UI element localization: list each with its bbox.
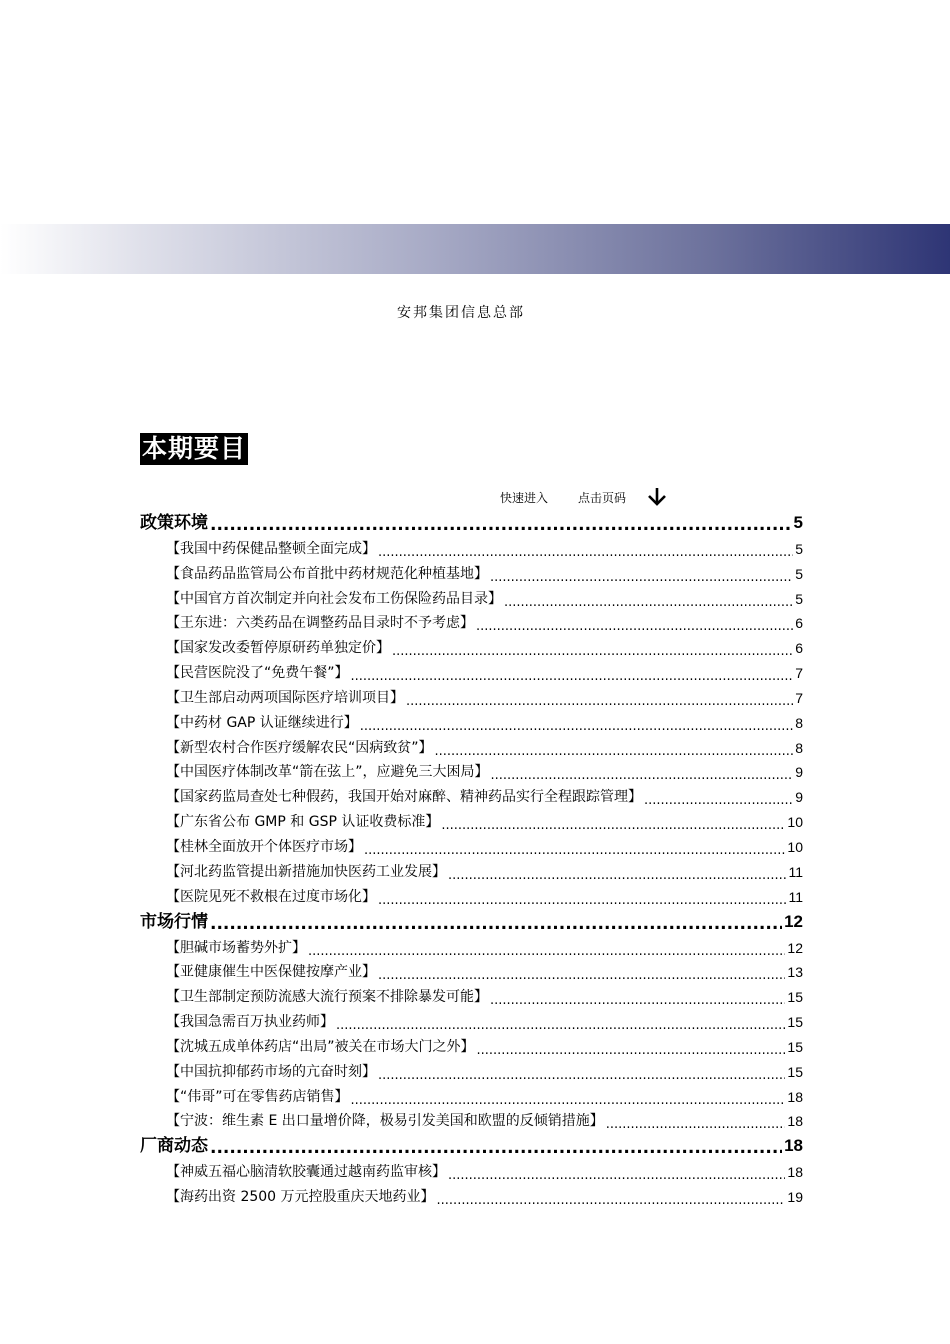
toc-item-title[interactable]: 【新型农村合作医疗缓解农民“因病致贫”】: [166, 739, 433, 756]
toc-item-page[interactable]: 15: [787, 1014, 803, 1031]
toc-item-title[interactable]: 【中国医疗体制改革“箭在弦上”，应避免三大困局】: [166, 764, 489, 781]
toc-section-page[interactable]: 5: [793, 513, 803, 532]
leader-dots: [477, 1044, 786, 1057]
toc-item-title[interactable]: 【神威五福心脑清软胶囊通过越南药监审核】: [166, 1164, 446, 1181]
arrow-down-icon: [646, 486, 668, 508]
leader-dots: [378, 894, 786, 907]
toc-item-page[interactable]: 11: [788, 888, 803, 905]
leader-dots: [491, 769, 794, 782]
toc-item[interactable]: [140, 1007, 803, 1032]
toc-section-page[interactable]: 18: [784, 1136, 803, 1156]
toc-item-page[interactable]: 10: [787, 814, 803, 831]
toc-item-page[interactable]: 13: [787, 964, 803, 981]
toc-item-page[interactable]: 8: [795, 714, 803, 731]
toc-item-page[interactable]: 5: [795, 565, 803, 582]
toc-item[interactable]: [140, 933, 803, 958]
toc-item-page[interactable]: 15: [787, 1063, 803, 1080]
toc-item-title[interactable]: 【我国急需百万执业药师】: [166, 1014, 334, 1031]
toc-item-title[interactable]: 【亚健康催生中医保健按摩产业】: [166, 964, 376, 981]
toc-item-page[interactable]: 9: [795, 789, 803, 806]
leader-dots: [351, 670, 794, 683]
toc-section-page[interactable]: 12: [784, 911, 803, 931]
toc-item-page[interactable]: 9: [795, 764, 803, 781]
toc-item[interactable]: [140, 958, 803, 983]
toc-item[interactable]: [140, 609, 803, 634]
toc-item[interactable]: [140, 1032, 803, 1057]
toc-item-title[interactable]: 【胆碱市场蓄势外扩】: [166, 939, 306, 956]
toc-section[interactable]: [140, 907, 803, 933]
toc-item[interactable]: [140, 683, 803, 708]
toc-item-title[interactable]: 【国家发改委暂停原研药单独定价】: [166, 640, 390, 657]
toc-section[interactable]: [140, 508, 803, 534]
leader-dots: [406, 695, 793, 708]
toc-item[interactable]: [140, 1182, 803, 1207]
toc-item-title[interactable]: 【沈城五成单体药店“出局”被关在市场大门之外】: [166, 1038, 475, 1055]
leader-dots: [210, 1140, 782, 1157]
toc-heading: 本期要目: [142, 434, 247, 463]
leader-dots: [392, 645, 793, 658]
toc-item-page[interactable]: 15: [787, 1038, 803, 1055]
toc-item-page[interactable]: 8: [795, 739, 803, 756]
toc-item-page[interactable]: 11: [788, 863, 803, 880]
toc-item-title[interactable]: 【国家药监局查处七种假药，我国开始对麻醉、精神药品实行全程跟踪管理】: [166, 789, 642, 806]
toc-item[interactable]: [140, 832, 803, 857]
organization-name: 安邦集团信息总部: [397, 305, 525, 321]
toc-section-title[interactable]: 市场行情: [140, 911, 208, 932]
toc-item-title[interactable]: 【宁波：维生素 E 出口量增价降，极易引发美国和欧盟的反倾销措施】: [166, 1113, 604, 1130]
toc-item-title[interactable]: 【我国中药保健品整顿全面完成】: [166, 540, 376, 557]
toc-item-page[interactable]: 18: [787, 1088, 803, 1105]
toc-item-page[interactable]: 12: [787, 939, 803, 956]
leader-dots: [210, 916, 782, 933]
toc-item-title[interactable]: 【医院见死不救根在过度市场化】: [166, 888, 376, 905]
toc-item-title[interactable]: 【广东省公布 GMP 和 GSP 认证收费标准】: [166, 814, 440, 831]
toc-item[interactable]: [140, 658, 803, 683]
leader-dots: [336, 1019, 785, 1032]
toc-item[interactable]: [140, 857, 803, 882]
toc-item-title[interactable]: 【桂林全面放开个体医疗市场】: [166, 838, 362, 855]
toc-item[interactable]: [140, 882, 803, 907]
quick-access-hint: [500, 486, 668, 508]
leader-dots: [308, 945, 785, 958]
toc-item-page[interactable]: 18: [787, 1164, 803, 1181]
toc-item[interactable]: [140, 1157, 803, 1182]
hint-click-page: 点击页码: [578, 490, 627, 505]
toc-item[interactable]: [140, 534, 803, 559]
toc-item[interactable]: [140, 782, 803, 807]
toc-item-title[interactable]: 【王东进：六类药品在调整药品目录时不予考虑】: [166, 615, 474, 632]
toc-item-title[interactable]: 【河北药监管提出新措施加快医药工业发展】: [166, 863, 446, 880]
leader-dots: [351, 1094, 786, 1107]
leader-dots: [378, 969, 785, 982]
toc-item-title[interactable]: 【海药出资 2500 万元控股重庆天地药业】: [166, 1189, 435, 1206]
toc-item-page[interactable]: 6: [795, 615, 803, 632]
leader-dots: [448, 869, 786, 882]
toc-item[interactable]: [140, 982, 803, 1007]
leader-dots: [435, 745, 794, 758]
toc-item-title[interactable]: 【中国官方首次制定并向社会发布工伤保险药品目录】: [166, 590, 502, 607]
toc-item[interactable]: [140, 1107, 803, 1132]
toc-item-page[interactable]: 19: [787, 1189, 803, 1206]
toc-item[interactable]: [140, 708, 803, 733]
toc-item-page[interactable]: 6: [795, 640, 803, 657]
toc-item-page[interactable]: 7: [795, 665, 803, 682]
toc-item[interactable]: [140, 1057, 803, 1082]
leader-dots: [360, 720, 793, 733]
leader-dots: [364, 844, 785, 857]
toc-section-title[interactable]: 政策环境: [140, 513, 208, 533]
toc-section-title[interactable]: 厂商动态: [140, 1136, 208, 1157]
toc-item-title[interactable]: 【食品药品监管局公布首批中药材规范化种植基地】: [166, 565, 488, 582]
leader-dots: [378, 546, 793, 559]
leader-dots: [644, 794, 793, 807]
leader-dots: [378, 1069, 785, 1082]
leader-dots: [437, 1194, 786, 1207]
toc-item-title[interactable]: 【中国抗抑郁药市场的亢奋时刻】: [166, 1063, 376, 1080]
toc-item-title[interactable]: 【“伟哥”可在零售药店销售】: [166, 1088, 349, 1105]
leader-dots: [490, 571, 793, 584]
toc-item-page[interactable]: 18: [787, 1113, 803, 1130]
leader-dots: [441, 819, 785, 832]
toc-item[interactable]: [140, 633, 803, 658]
toc-item[interactable]: [140, 758, 803, 783]
toc-item-page[interactable]: 5: [795, 590, 803, 607]
leader-dots: [490, 994, 785, 1007]
leader-dots: [606, 1118, 786, 1131]
leader-dots: [210, 517, 792, 534]
header-gradient-band: [0, 224, 950, 274]
hint-quick-access: 快速进入: [500, 490, 549, 505]
toc-item-page[interactable]: 10: [787, 838, 803, 855]
toc-item-title[interactable]: 【中药材 GAP 认证继续进行】: [166, 714, 358, 731]
toc-section[interactable]: [140, 1131, 803, 1157]
toc-item-page[interactable]: 5: [795, 540, 803, 557]
toc-item[interactable]: [140, 559, 803, 584]
toc-item-page[interactable]: 15: [787, 989, 803, 1006]
toc-item[interactable]: [140, 733, 803, 758]
leader-dots: [448, 1169, 785, 1182]
table-of-contents: [140, 508, 803, 1207]
toc-item-title[interactable]: 【民营医院没了“免费午餐”】: [166, 665, 349, 682]
toc-item-page[interactable]: 7: [795, 689, 803, 706]
toc-item-title[interactable]: 【卫生部启动两项国际医疗培训项目】: [166, 689, 404, 706]
leader-dots: [476, 620, 793, 633]
toc-item-title[interactable]: 【卫生部制定预防流感大流行预案不排除暴发可能】: [166, 989, 488, 1006]
toc-item[interactable]: [140, 584, 803, 609]
leader-dots: [504, 596, 793, 609]
toc-item[interactable]: [140, 1082, 803, 1107]
toc-item[interactable]: [140, 807, 803, 832]
